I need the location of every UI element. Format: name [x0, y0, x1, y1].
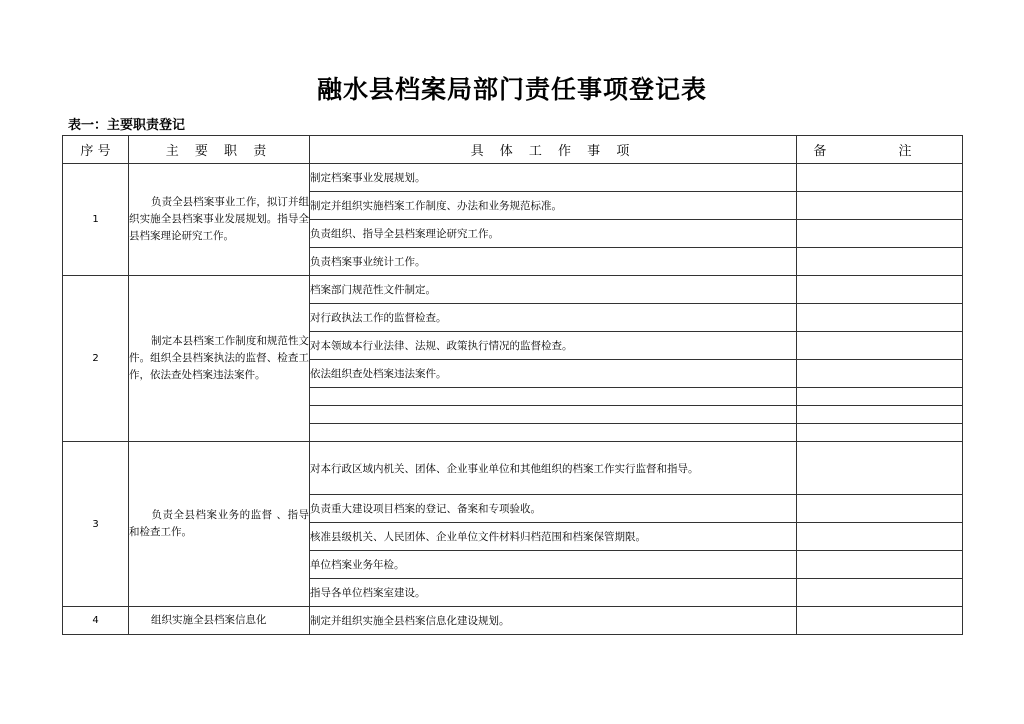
- seq-cell: 2: [63, 276, 129, 442]
- item-cell: [310, 406, 797, 424]
- header-note: 备 注: [797, 136, 963, 164]
- item-cell: 对行政执法工作的监督检查。: [310, 304, 797, 332]
- table-row: [63, 607, 963, 635]
- item-cell: 档案部门规范性文件制定。: [310, 276, 797, 304]
- header-duty: 主 要 职 责: [129, 136, 310, 164]
- note-cell: [797, 220, 963, 248]
- item-cell: 单位档案业务年检。: [310, 551, 797, 579]
- note-cell: [797, 192, 963, 220]
- note-cell: [797, 332, 963, 360]
- registration-table: [62, 135, 963, 635]
- item-cell: 对本行政区域内机关、团体、企业事业单位和其他组织的档案工作实行监督和指导。: [310, 442, 797, 495]
- table-row: [63, 442, 963, 495]
- note-cell: [797, 424, 963, 442]
- item-cell: 核准县级机关、人民团体、企业单位文件材料归档范围和档案保管期限。: [310, 523, 797, 551]
- note-cell: [797, 276, 963, 304]
- item-cell: 负责重大建设项目档案的登记、备案和专项验收。: [310, 495, 797, 523]
- duty-cell: 组织实施全县档案信息化: [129, 607, 310, 635]
- note-cell: [797, 607, 963, 635]
- note-cell: [797, 304, 963, 332]
- seq-cell: 3: [63, 442, 129, 607]
- note-cell: [797, 406, 963, 424]
- item-cell: 依法组织查处档案违法案件。: [310, 360, 797, 388]
- item-cell: 制定并组织实施档案工作制度、办法和业务规范标准。: [310, 192, 797, 220]
- item-cell: [310, 424, 797, 442]
- note-cell: [797, 248, 963, 276]
- item-cell: 负责档案事业统计工作。: [310, 248, 797, 276]
- item-cell: 指导各单位档案室建设。: [310, 579, 797, 607]
- note-cell: [797, 579, 963, 607]
- item-cell: 负责组织、指导全县档案理论研究工作。: [310, 220, 797, 248]
- item-cell: 制定并组织实施全县档案信息化建设规划。: [310, 607, 797, 635]
- item-cell: 对本领域本行业法律、法规、政策执行情况的监督检查。: [310, 332, 797, 360]
- item-cell: 制定档案事业发展规划。: [310, 164, 797, 192]
- note-cell: [797, 388, 963, 406]
- note-cell: [797, 523, 963, 551]
- duty-cell: 负责全县档案事业工作，拟订并组织实施全县档案事业发展规划。指导全县档案理论研究工作。: [129, 164, 310, 276]
- table-header-row: [63, 136, 963, 164]
- note-cell: [797, 551, 963, 579]
- duty-cell: 负责全县档案业务的监督 、指导和检查工作。: [129, 442, 310, 607]
- seq-cell: 1: [63, 164, 129, 276]
- page-title: 融水县档案局部门责任事项登记表: [316, 75, 707, 104]
- note-cell: [797, 164, 963, 192]
- duty-cell: 制定本县档案工作制度和规范性文件。组织全县档案执法的监督、检查工作，依法查处档案违法案件。: [129, 276, 310, 442]
- item-cell: [310, 388, 797, 406]
- table-row: [63, 164, 963, 192]
- note-cell: [797, 442, 963, 495]
- note-cell: [797, 495, 963, 523]
- table-subtitle: 表一：主要职责登记: [68, 118, 186, 133]
- seq-cell: 4: [63, 607, 129, 635]
- header-seq: 序 号: [63, 136, 129, 164]
- header-items: 具 体 工 作 事 项: [310, 136, 797, 164]
- table-row: [63, 276, 963, 304]
- note-cell: [797, 360, 963, 388]
